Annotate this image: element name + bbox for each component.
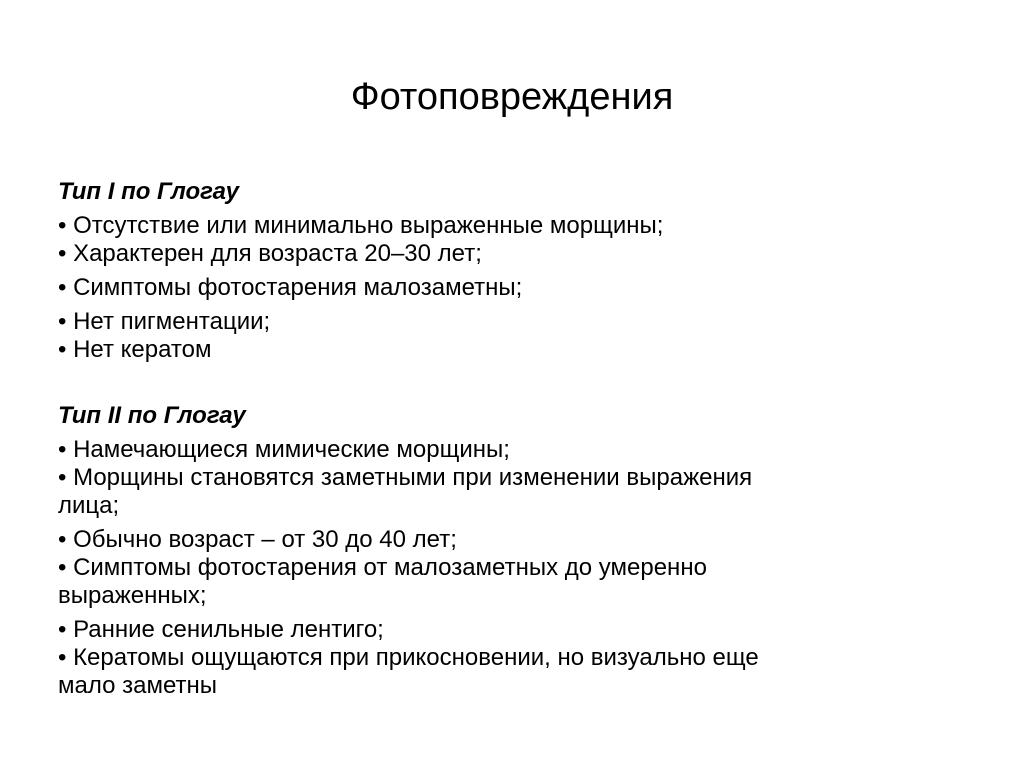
bullet-line: • Нет пигментации; bbox=[58, 308, 271, 335]
bullet-line: • Симптомы фотостарения от малозаметных до умеренно bbox=[58, 554, 707, 581]
slide-title: Фотоповреждения bbox=[350, 76, 674, 118]
bullet-paragraph bbox=[58, 526, 958, 610]
bullet-line: • Характерен для возраста 20–30 лет; bbox=[58, 240, 482, 267]
bullet-paragraph bbox=[58, 436, 958, 520]
bullet-line: лица; bbox=[58, 492, 120, 519]
bullet-line: выраженных; bbox=[58, 582, 207, 609]
bullet-line: • Обычно возраст – от 30 до 40 лет; bbox=[58, 526, 457, 553]
bullet-line: • Кератомы ощущаются при прикосновении, но визуально еще bbox=[58, 644, 759, 671]
slide-body bbox=[58, 178, 958, 700]
bullet-line: • Нет кератом bbox=[58, 336, 212, 363]
bullet-paragraph bbox=[58, 274, 958, 302]
bullet-line: • Симптомы фотостарения малозаметны; bbox=[58, 274, 523, 301]
bullet-line: • Морщины становятся заметными при изменении выражения bbox=[58, 464, 753, 491]
section-heading-type-1: Тип I по Глогау bbox=[58, 178, 240, 205]
section-heading-type-2: Тип II по Глогау bbox=[58, 402, 246, 429]
bullet-paragraph bbox=[58, 308, 958, 364]
bullet-paragraph bbox=[58, 616, 958, 700]
bullet-line: • Ранние сенильные лентиго; bbox=[58, 616, 384, 643]
bullet-line: • Отсутствие или минимально выраженные морщины; bbox=[58, 212, 664, 239]
bullet-line: • Намечающиеся мимические морщины; bbox=[58, 436, 510, 463]
bullet-line: мало заметны bbox=[58, 672, 218, 699]
bullet-paragraph bbox=[58, 212, 958, 268]
